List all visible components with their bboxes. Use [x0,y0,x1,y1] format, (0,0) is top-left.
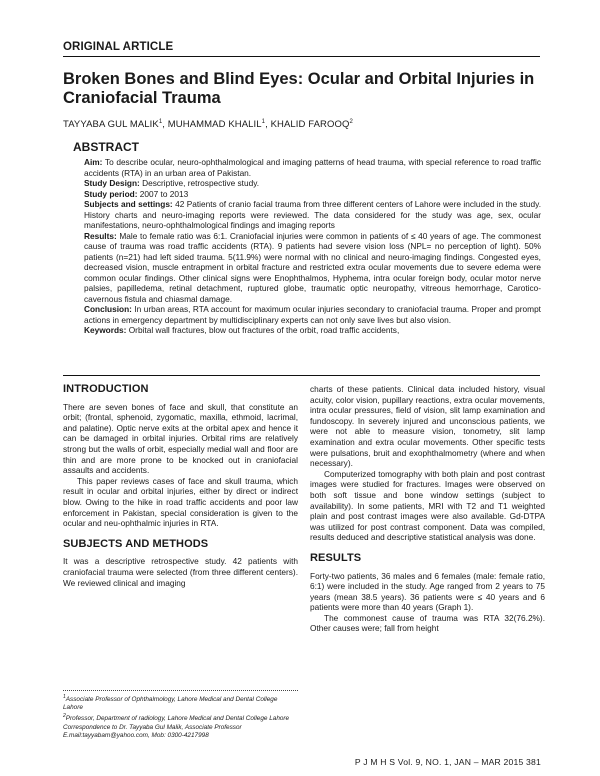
abstract-design-text: Descriptive, retrospective study. [139,178,260,188]
abstract-design [84,178,541,189]
results-heading: RESULTS [310,551,362,564]
footnote-text: Professor, Department of radiology, Lahore Medical and Dental College Lahore [65,715,290,723]
abstract-heading: ABSTRACT [73,140,139,154]
methods-paragraph: Computerized tomography with both plain and post contrast images were studied for fractures. Images were observed on both soft tissue and bone window settings (subject to availability). In some patients, MRI with T2 and T1 weighted plain and post contrast images were also available. Gd-DTPA was utilized for post contrast component. Data was compiled, results deduced and descriptive statistical analysis was done. [310,468,545,543]
results-paragraph: Forty-two patients, 36 males and 6 females (male: female ratio, 6:1) were included in the study. Age ranged from 2 years to 75 years (mean 38.5 years). 36 patients were ≤ 40 years and 6 patients were more than 40 years (Graph 1). [310,570,545,613]
left-column [63,384,298,588]
abstract-subjects-label: Subjects and settings: [84,199,173,209]
author-affiliation-mark: 2 [349,119,353,125]
abstract-results-label: Results: [84,230,117,241]
abstract-conclusion-text: In urban areas, RTA account for maximum ocular injuries secondary to craniofacial trauma. Proper and prompt actions in emergency department by multidisciplinary experts can not only save lives but also vision. [84,304,541,325]
footnote-text: Associate Professor of Ophthalmology, Lahore Medical and Dental College Lahore [63,696,278,712]
abstract-period-label: Study period: [84,188,138,199]
methods-paragraph: It was a descriptive retrospective study. 42 patients with craniofacial trauma were selected (from three different centers). We reviewed clinical and imaging [63,556,298,588]
author-list [63,119,543,130]
abstract-aim [84,157,541,178]
footnote [63,693,298,712]
abstract-keywords-text: Orbital wall fractures, blow out fractures of the orbit, road traffic accidents, [126,325,400,335]
results-paragraph: The commonest cause of trauma was RTA 32(76.2%). Other causes were; fall from height [310,612,545,634]
author-name: KHALID FAROOQ [270,119,350,131]
author-name: TAYYABA GUL MALIK [63,119,159,131]
abstract-conclusion-label: Conclusion: [84,304,132,314]
article-title: Broken Bones and Blind Eyes: Ocular and Orbital Injuries in Craniofacial Trauma [63,70,535,107]
abstract-keywords [84,325,541,336]
abstract-conclusion [84,304,541,325]
methods-heading: SUBJECTS AND METHODS [63,537,209,550]
abstract-aim-text: To describe ocular, neuro-ophthalmological and imaging patterns of head trauma, with special reference to road traffic accidents (RTA) in an urban area of Pakistan. [84,157,541,178]
abstract-subjects-text: 42 Patients of cranio facial trauma from three different centers of Lahore were included in the study. History charts and neuro-imaging reports were reviewed. The data considered for the study was age, sex, ocular manifestations, neuro-ophthalmological findings and imaging reports [84,199,541,230]
author-name: MUHAMMAD KHALIL [167,119,262,131]
author-affiliation-mark: 1 [158,119,163,125]
correspondence-note: Correspondence to Dr. Tayyaba Gul Malik, Associate Professor E.mail:tayyabam@yahoo.com, Mob: 0300-4217998 [63,723,242,739]
introduction-paragraph: This paper reviews cases of face and skull trauma, which result in ocular and orbital injuries, either by direct or indirect blow. Owing to the hike in road traffic accidents and poor law enforcement in Pakistan, special consideration is given to the ocular and neu-ophthalmic injuries in RTA. [63,475,298,529]
introduction-heading: INTRODUCTION [63,383,149,395]
abstract-rule [63,375,540,376]
abstract-keywords-label: Keywords: [84,325,127,335]
right-column [310,384,545,634]
footnote [63,712,298,723]
article-type-label: ORIGINAL ARTICLE [63,41,174,53]
page-footer: P J M H S Vol. 9, NO. 1, JAN – MAR 2015 381 [354,757,541,767]
footnote-mark: 2 [63,713,66,720]
author-separator: , [265,119,271,131]
footnotes [63,690,298,740]
abstract-period-text: 2007 to 2013 [137,188,189,199]
abstract-period [84,189,541,200]
introduction-paragraph: There are seven bones of face and skull, that constitute an orbit; (frontal, sphenoid, zygomatic, maxilla, ethmoid, lacrimal, and palatine). Optic nerve exits at the orbital apex and hence it can be damaged in orbital injuries. Orbital rims are relatively strong but the walls of orbit, especially medial wall and floor are thin and are more prone to be knocked out in craniofacial assaults and accidents. [63,401,298,476]
abstract-results-text: Male to female ratio was 6:1. Craniofacial injuries were common in patients of ≤ 40 years of age. The commonest cause of trauma was road traffic accidents (RTA). 9 patients had severe vision loss (NPL= no perception of light). 50% patients (n=21) had left sided trauma. 5(11.9%) were normal with no clinical and neuro-imaging findings. Congested eyes, decreased vision, muscle entrapment in orbital fracture and restricted extra ocular movements due to severe edema were common ocular findings. Other clinical signs were Enophthalmos, Hyphema, intra ocular foreign body, ocular motor nerve palsies, papilledema, retinal detachment, ruptured globe, traumatic optic neuropathy, vitreous hemorrhage, Carotico-cavernous fistula and chiasmal damage. [84,230,541,304]
abstract-results [84,231,541,305]
abstract-body [84,157,541,336]
abstract-subjects [84,199,541,231]
footnote-mark: 1 [63,694,66,700]
author-separator: , [162,119,168,131]
abstract-design-label: Study Design: [84,178,140,188]
abstract-aim-label: Aim: [84,157,103,167]
author-affiliation-mark: 1 [261,119,266,125]
top-rule [63,56,540,57]
methods-paragraph: charts of these patients. Clinical data included history, visual acuity, color vision, pupillary reactions, extra ocular movements, intra ocular pressures, field of vision, slit lamp examination and fundoscopy. In severely injured and unconscious patients, we were not able to measure vision, tonometry, slit lamp examination and extra ocular movements. Other specific tests were pulsations, bruit and exophthalmometry (where and when necessary). [310,384,545,469]
